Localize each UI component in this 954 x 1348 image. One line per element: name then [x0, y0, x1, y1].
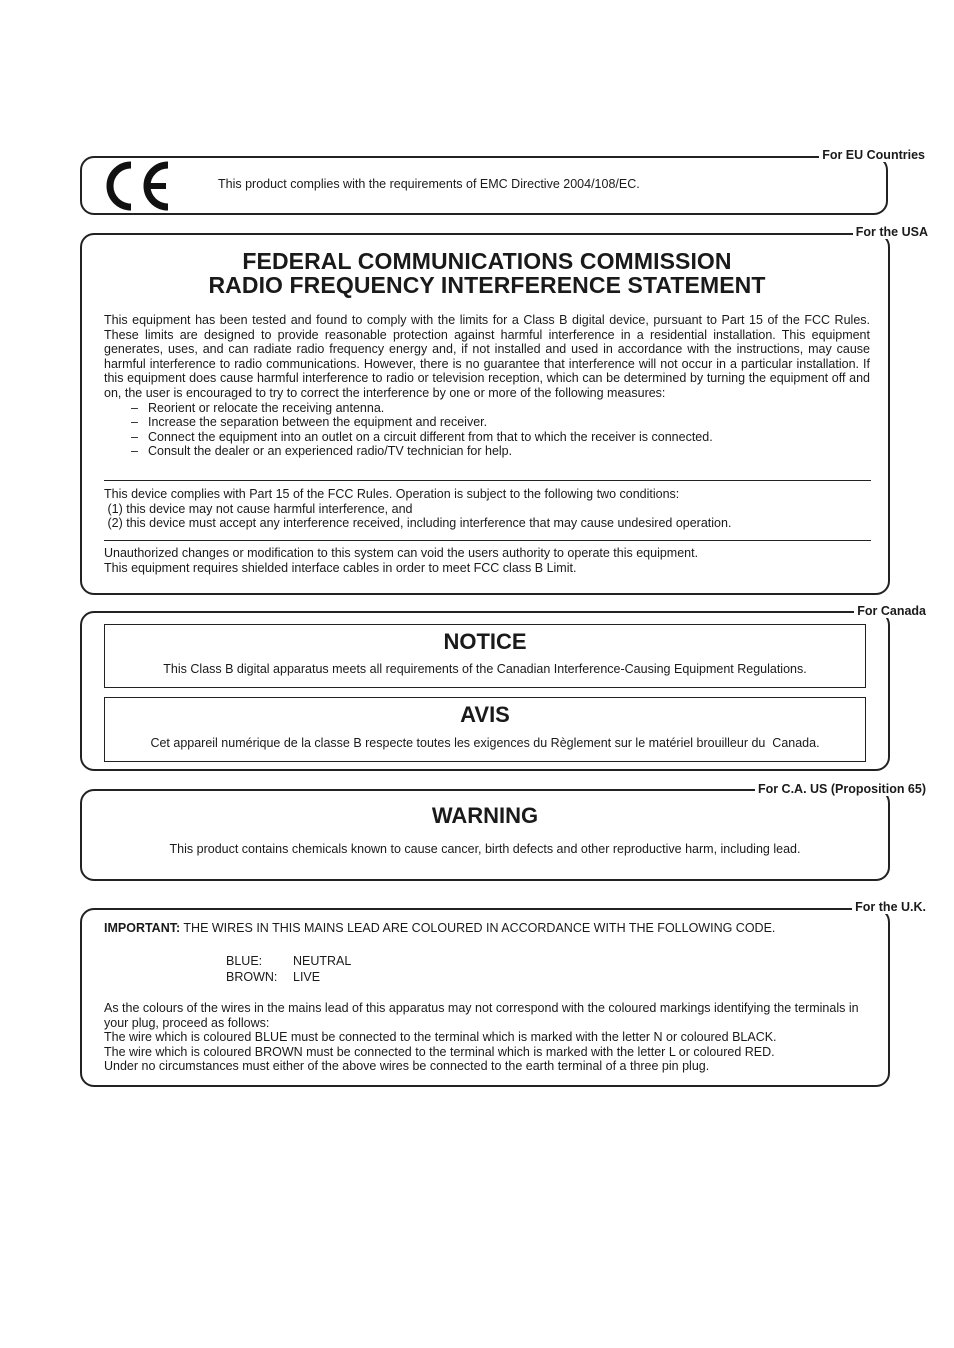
- shielded-cables-text: This equipment requires shielded interface cables in order to meet FCC class B Limit.: [104, 560, 577, 575]
- notice-title: NOTICE: [443, 629, 527, 654]
- uk-instruction-intro: As the colours of the wires in the mains lead of this apparatus may not correspond with the coloured markings identifying the terminals in your plug, proceed as follows:: [104, 1001, 859, 1030]
- wire-color: BLUE:: [226, 954, 263, 968]
- part15-conditions: [104, 487, 870, 531]
- measure-item: – Increase the separation between the equipment and receiver.: [131, 415, 488, 430]
- warning-text: This product contains chemicals known to cause cancer, birth defects and other reproductive harm, including lead.: [169, 842, 801, 856]
- fcc-statement-text: This equipment has been tested and found to comply with the limits for a Class B digital device, pursuant to Part 15 of the FCC Rules. These limits are designed to provide reasonable protection against harmful interference in a residential installation. This equipment generates, uses, and can radiate radio frequency energy and, if not installed and used in accordance with the instructions, may cause harmful interference to radio communications. However, there is no guarantee that interference will not occur in a particular installation. If this equipment does cause harmful interference to radio or television reception, which can be determined by turning the equipment off and on, the user is encouraged to try to correct the interference by one or more of the following measures:: [104, 313, 870, 400]
- measure-item: – Consult the dealer or an experienced radio/TV technician for help.: [131, 444, 513, 459]
- avis-box: [104, 697, 866, 762]
- warning-title: WARNING: [431, 803, 539, 828]
- uk-region-label: For the U.K.: [852, 900, 929, 914]
- notice-text: This Class B digital apparatus meets all requirements of the Canadian Interference-Causing Equipment Regulations.: [163, 662, 807, 676]
- important-label: IMPORTANT:: [104, 921, 181, 935]
- uk-important-line: [104, 921, 870, 936]
- wire-role: NEUTRAL: [293, 954, 352, 968]
- measure-item: – Reorient or relocate the receiving antenna.: [131, 400, 385, 415]
- avis-title: AVIS: [460, 702, 510, 727]
- measure-item: – Connect the equipment into an outlet on a circuit different from that to which the receiver is connected.: [131, 429, 713, 444]
- fcc-notes: [104, 546, 870, 575]
- ce-mark-icon: [100, 161, 172, 211]
- uk-instruction-earth: Under no circumstances must either of the above wires be connected to the earth terminal of a three pin plug.: [104, 1059, 710, 1074]
- fcc-statement: [104, 313, 870, 459]
- fcc-title-line1: FEDERAL COMMUNICATIONS COMMISSION: [242, 248, 732, 274]
- uk-instruction-blue: The wire which is coloured BLUE must be connected to the terminal which is marked with the letter N or coloured BLACK.: [104, 1030, 777, 1045]
- eu-region-label: For EU Countries: [819, 148, 928, 162]
- eu-compliance-text: This product complies with the requirements of EMC Directive 2004/108/EC.: [218, 177, 640, 191]
- divider: [104, 480, 871, 481]
- condition-2: (2) this device must accept any interference received, including interference that may cause undesired operation.: [104, 516, 732, 531]
- wire-code-row: [226, 969, 320, 985]
- uk-instructions: [104, 1001, 870, 1074]
- canada-region-label: For Canada: [854, 604, 929, 618]
- avis-text: Cet appareil numérique de la classe B respecte toutes les exigences du Règlement sur le matériel brouilleur du Canada.: [150, 736, 820, 750]
- ca-region-label: For C.A. US (Proposition 65): [755, 782, 929, 796]
- part15-intro: This device complies with Part 15 of the FCC Rules. Operation is subject to the following two conditions:: [104, 487, 680, 501]
- wire-code-row: [226, 953, 351, 969]
- usa-region-label: For the USA: [853, 225, 931, 239]
- wire-color: BROWN:: [226, 970, 278, 984]
- unauthorized-changes-text: Unauthorized changes or modification to this system can void the users authority to operate this equipment.: [104, 546, 699, 560]
- uk-instruction-brown: The wire which is coloured BROWN must be connected to the terminal which is marked with the letter L or coloured RED.: [104, 1044, 775, 1059]
- notice-box: [104, 624, 866, 688]
- important-text: THE WIRES IN THIS MAINS LEAD ARE COLOURED IN ACCORDANCE WITH THE FOLLOWING CODE.: [180, 921, 776, 935]
- fcc-title-line2: RADIO FREQUENCY INTERFERENCE STATEMENT: [208, 272, 766, 298]
- divider: [104, 540, 871, 541]
- condition-1: (1) this device may not cause harmful interference, and: [104, 501, 413, 516]
- wire-role: LIVE: [293, 970, 321, 984]
